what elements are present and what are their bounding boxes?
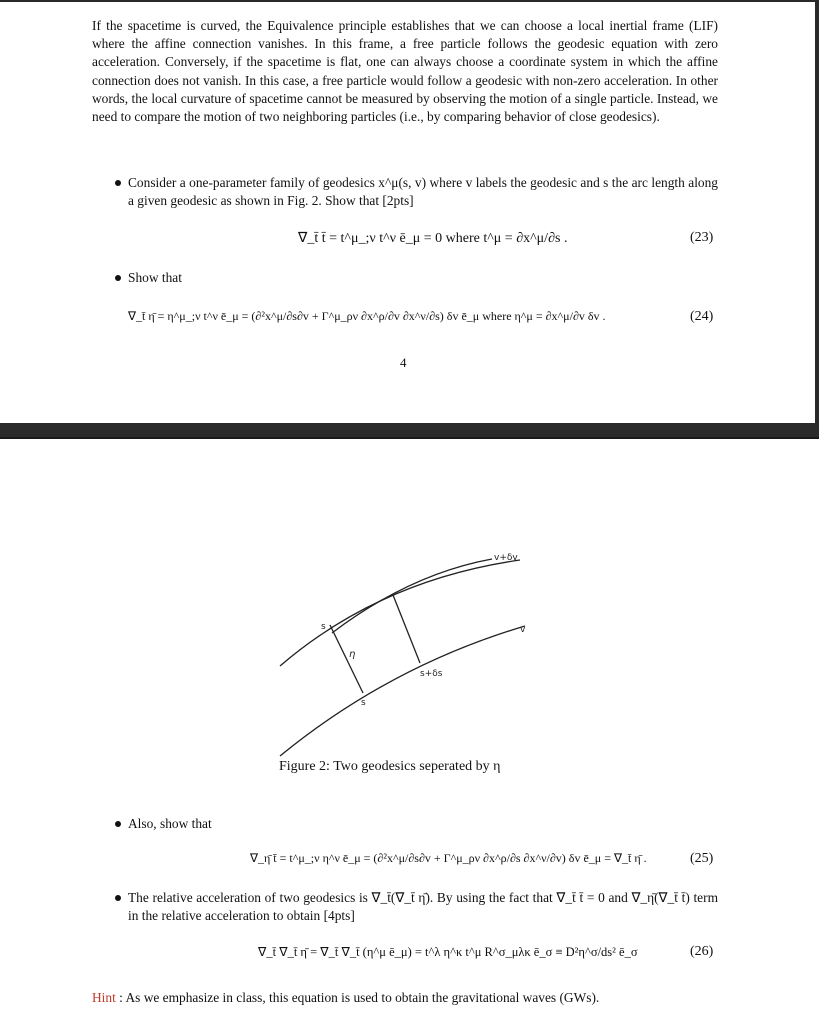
- label-v: v: [520, 625, 526, 635]
- equation-23: ∇_t̄ t̄ = t^μ_;ν t^ν ē_μ = 0 where t^μ = ∂x^μ/∂s .: [298, 231, 568, 246]
- equation-25-number: (25): [690, 851, 714, 866]
- label-s-bottom: s: [361, 698, 366, 708]
- geodesic-line-v: [280, 626, 525, 756]
- hint-text: : As we emphasize in class, this equation is used to obtain the gravitational waves (GWs).: [115, 990, 600, 1005]
- item-3-text: Also, show that: [128, 816, 212, 831]
- geodesic-figure: [0, 440, 819, 770]
- bullet-4: [113, 891, 123, 901]
- geodesic-curve-top: [335, 562, 495, 630]
- bullet-3: [113, 817, 123, 827]
- connector-right: [393, 595, 420, 663]
- item-2-text: Show that: [128, 270, 182, 285]
- page-right-border: [815, 0, 819, 423]
- label-s-top: s: [321, 622, 326, 632]
- figure-caption: Figure 2: Two geodesics seperated by η: [279, 759, 501, 774]
- item-4-text: The relative acceleration of two geodesics is ∇_t̄(∇_t̄ η̄). By using the fact that ∇_t̄ t̄ = 0 and ∇_η̄(∇_t̄ t̄) term in the relative acceleration to obtain [4pts]: [128, 890, 718, 924]
- equation-24-number: (24): [690, 309, 714, 324]
- equation-23-number: (23): [690, 230, 714, 245]
- bullet-2: [113, 271, 123, 281]
- equation-25: ∇_η̄ t̄ = t^μ_;ν η^ν ē_μ = (∂²x^μ/∂s∂v + Γ^μ_ρν ∂x^ρ/∂s ∂x^ν/∂v) δv ē_μ = ∇_t̄ η̄ .: [250, 851, 647, 865]
- connector-left: [330, 625, 363, 693]
- equation-26: ∇_t̄ ∇_t̄ η̄ = ∇_t̄ ∇_t̄ (η^μ ē_μ) = t^λ η^κ t^μ R^σ_μλκ ē_σ ≡ D²η^σ/ds² ē_σ: [258, 945, 638, 959]
- hint-line: [92, 990, 599, 1006]
- label-s-plus-ds: s+δs: [420, 669, 443, 679]
- equation-24: ∇_t̄ η̄ = η^μ_;ν t^ν ē_μ = (∂²x^μ/∂s∂v + Γ^μ_ρν ∂x^ρ/∂v ∂x^ν/∂s) δv ē_μ where η^μ = ∂x^μ/∂v δv .: [128, 309, 606, 323]
- page-separator-line: [0, 437, 819, 439]
- hint-label: Hint: [92, 990, 116, 1005]
- page-top-border: [0, 0, 819, 2]
- equation-26-number: (26): [690, 944, 714, 959]
- item-1-text: Consider a one-parameter family of geodesics x^μ(s, v) where v labels the geodesic and s the arc length along a given geodesic as shown in Fig. 2. Show that [2pts]: [128, 175, 718, 209]
- page-number: 4: [400, 355, 407, 370]
- label-v-plus-dv: v+δv: [494, 553, 518, 563]
- bullet-1: [113, 176, 123, 186]
- label-eta: η: [349, 649, 356, 660]
- intro-paragraph: If the spacetime is curved, the Equivalence principle establishes that we can choose a local inertial frame (LIF) where the affine connection vanishes. In this frame, a free particle follows the geodesic equation with zero acceleration. Conversely, if the spacetime is flat, one can always choose a coordinate system in which the affine connection does not vanish. In this case, a free particle would follow a geodesic with non-zero acceleration. In other words, the local curvature of spacetime cannot be measured by observing the motion of a single particle. Instead, we need to compare the motion of two neighboring particles (i.e., by comparing behavior of close geodesics).: [92, 18, 718, 125]
